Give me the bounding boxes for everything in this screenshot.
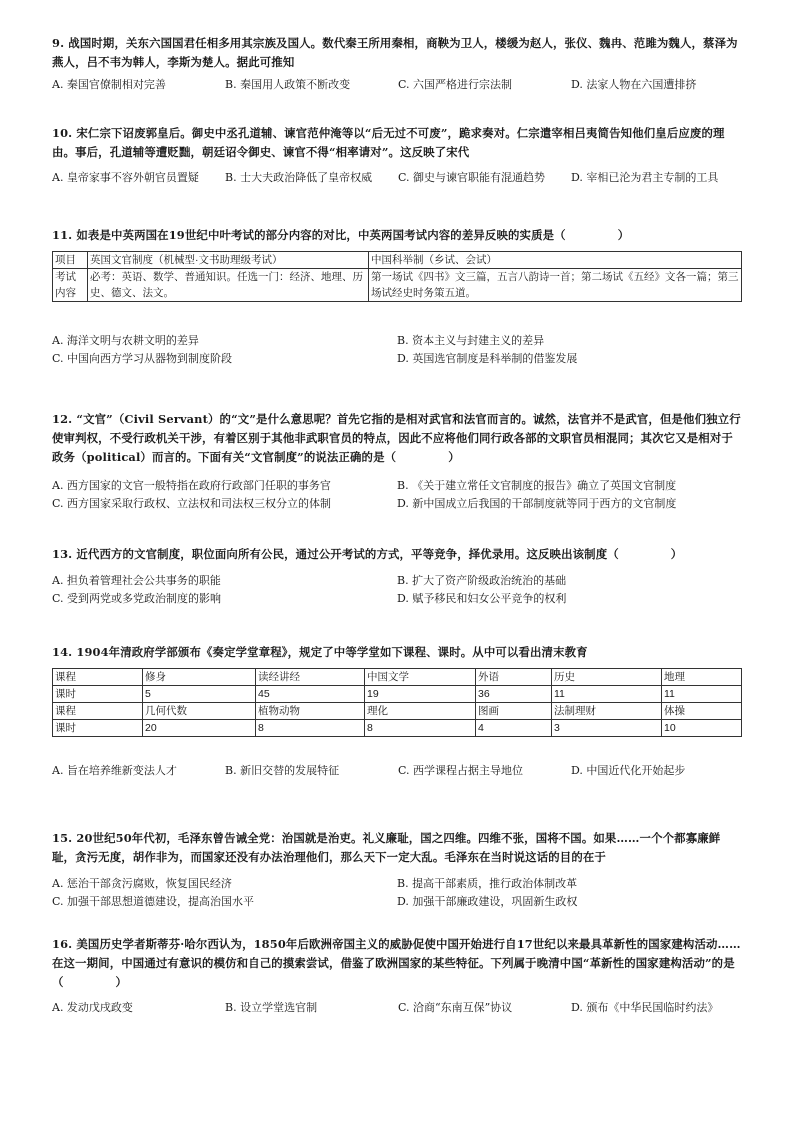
table-cell: 中国文学 bbox=[365, 669, 476, 686]
option-a[interactable]: A. 海洋文明与农耕文明的差异 bbox=[52, 334, 199, 347]
question-10 bbox=[52, 124, 742, 186]
option-a[interactable]: A. 秦国官僚制相对完善 bbox=[52, 78, 166, 91]
question-stem-text: 11. 如表是中英两国在19世纪中叶考试的部分内容的对比，中英两国考试内容的差异反映的实质是（ bbox=[52, 228, 566, 242]
question-stem: 9. 战国时期，关东六国国君任相多用其宗族及国人。数代秦王所用秦相，商鞅为卫人，楼缓为赵人，张仪、魏冉、范雎为魏人，蔡泽为燕人，吕不韦为韩人，李斯为楚人。据此可推知 bbox=[52, 36, 738, 69]
question-stem-text: 13. 近代西方的文官制度，职位面向所有公民，通过公开考试的方式，平等竞争，择优录用。这反映出该制度（ bbox=[52, 547, 619, 561]
table-cell: 课时 bbox=[53, 720, 143, 737]
table-cell: 8 bbox=[365, 720, 476, 737]
options-grid bbox=[52, 875, 742, 911]
table-cell: 第一场试《四书》文三篇，五言八韵诗一首；第二场试《五经》文各一篇；第三场试经史时务策五道。 bbox=[369, 269, 742, 302]
option-a[interactable]: A. 担负着管理社会公共事务的职能 bbox=[52, 574, 221, 587]
option-b[interactable]: B. 士大夫政治降低了皇帝权威 bbox=[225, 171, 373, 184]
table-cell: 法制理财 bbox=[552, 703, 662, 720]
question-16 bbox=[52, 935, 742, 1016]
table-cell: 4 bbox=[476, 720, 552, 737]
option-d[interactable]: D. 颁布《中华民国临时约法》 bbox=[571, 1001, 719, 1014]
table-row bbox=[53, 669, 742, 686]
table-cell: 图画 bbox=[476, 703, 552, 720]
table-cell: 课时 bbox=[53, 686, 143, 703]
question-14 bbox=[52, 643, 742, 779]
options-grid bbox=[52, 572, 742, 608]
table-cell: 课程 bbox=[53, 669, 143, 686]
option-c[interactable]: C. 御史与谏官职能有混通趋势 bbox=[398, 171, 546, 184]
option-c[interactable]: C. 受到两党或多党政治制度的影响 bbox=[52, 592, 222, 605]
option-c[interactable]: C. 加强干部思想道德建设，提高治国水平 bbox=[52, 895, 255, 908]
table-cell: 8 bbox=[256, 720, 365, 737]
question-15 bbox=[52, 829, 742, 911]
question-stem-text: 16. 美国历史学者斯蒂芬·哈尔西认为，1850年后欧洲帝国主义的威胁促使中国开始进行自17世纪以来最具革新性的国家建构活动……在这一期间，中国通过有意识的模仿和自己的摸索尝试，借鉴了欧洲国家的某些特征。下列属于晚清中国“革新性的国家建构活动”的是（ bbox=[52, 937, 741, 989]
table-cell: 外语 bbox=[476, 669, 552, 686]
table-cell: 36 bbox=[476, 686, 552, 703]
option-d[interactable]: D. 新中国成立后我国的干部制度就等同于西方的文官制度 bbox=[397, 497, 677, 510]
table-cell: 历史 bbox=[552, 669, 662, 686]
table-row bbox=[53, 720, 742, 737]
option-d[interactable]: D. 宰相已沦为君主专制的工具 bbox=[571, 171, 719, 184]
question-stem: 10. 宋仁宗下诏废郭皇后。御史中丞孔道辅、谏官范仲淹等以“后无过不可废”，跪求奏对。仁宗遣宰相吕夷简告知他们皇后应废的理由。事后，孔道辅等遭贬黜，朝廷诏令御史、谏官不得“相率请对”。这反映了宋代 bbox=[52, 126, 725, 159]
option-a[interactable]: A. 西方国家的文官一般特指在政府行政部门任职的事务官 bbox=[52, 479, 331, 492]
option-c[interactable]: C. 西方国家采取行政权、立法权和司法权三权分立的体制 bbox=[52, 497, 332, 510]
question-13 bbox=[52, 545, 742, 608]
table-row bbox=[53, 686, 742, 703]
options-row bbox=[52, 1000, 742, 1016]
option-a[interactable]: A. 旨在培养维新变法人才 bbox=[52, 764, 177, 777]
option-c[interactable]: C. 六国严格进行宗法制 bbox=[398, 78, 513, 91]
option-c[interactable]: C. 洽商“东南互保”协议 bbox=[398, 1001, 513, 1014]
comparison-table bbox=[52, 251, 742, 302]
question-stem: 14. 1904年清政府学部颁布《奏定学堂章程》，规定了中等学堂如下课程、课时。从中可以看出清末教育 bbox=[52, 645, 588, 659]
option-d[interactable]: D. 英国选官制度是科举制的借鉴发展 bbox=[397, 352, 578, 365]
table-cell: 11 bbox=[552, 686, 662, 703]
question-stem-end: ） bbox=[448, 450, 460, 464]
options-row bbox=[52, 763, 742, 779]
question-stem-end: ） bbox=[617, 228, 630, 242]
question-12 bbox=[52, 410, 742, 513]
table-cell: 5 bbox=[143, 686, 256, 703]
table-cell: 中国科举制（乡试、会试） bbox=[369, 252, 742, 269]
option-d[interactable]: D. 加强干部廉政建设，巩固新生政权 bbox=[397, 895, 578, 908]
curriculum-table bbox=[52, 668, 742, 737]
question-11 bbox=[52, 226, 742, 368]
options-row bbox=[52, 170, 742, 186]
table-cell: 20 bbox=[143, 720, 256, 737]
option-c[interactable]: C. 西学课程占据主导地位 bbox=[398, 764, 524, 777]
table-cell: 45 bbox=[256, 686, 365, 703]
question-stem bbox=[52, 935, 742, 992]
option-a[interactable]: A. 惩治干部贪污腐败，恢复国民经济 bbox=[52, 877, 232, 890]
table-cell: 课程 bbox=[53, 703, 143, 720]
table-cell: 修身 bbox=[143, 669, 256, 686]
question-stem bbox=[52, 410, 742, 467]
option-d[interactable]: D. 赋予移民和妇女公平竞争的权利 bbox=[397, 592, 567, 605]
table-cell: 考试内容 bbox=[53, 269, 88, 302]
table-cell: 11 bbox=[662, 686, 742, 703]
option-a[interactable]: A. 皇帝家事不容外朝官员置疑 bbox=[52, 171, 199, 184]
table-cell: 体操 bbox=[662, 703, 742, 720]
option-a[interactable]: A. 发动戊戌政变 bbox=[52, 1001, 133, 1014]
table-cell: 10 bbox=[662, 720, 742, 737]
options-grid bbox=[52, 332, 742, 368]
table-cell: 植物动物 bbox=[256, 703, 365, 720]
option-b[interactable]: B. 设立学堂选官制 bbox=[225, 1001, 318, 1014]
question-stem bbox=[52, 226, 742, 245]
options-grid bbox=[52, 477, 742, 513]
option-b[interactable]: B. 《关于建立常任文官制度的报告》确立了英国文官制度 bbox=[397, 479, 677, 492]
question-stem-end: ） bbox=[115, 975, 128, 989]
table-cell: 读经讲经 bbox=[256, 669, 365, 686]
table-row bbox=[53, 252, 742, 269]
table-row bbox=[53, 269, 742, 302]
options-row bbox=[52, 77, 742, 93]
option-d[interactable]: D. 中国近代化开始起步 bbox=[571, 764, 686, 777]
question-stem bbox=[52, 545, 742, 564]
option-c[interactable]: C. 中国向西方学习从器物到制度阶段 bbox=[52, 352, 233, 365]
table-cell: 3 bbox=[552, 720, 662, 737]
question-stem: 15. 20世纪50年代初，毛泽东曾告诫全党：治国就是治吏。礼义廉耻，国之四维。四维不张，国将不国。如果……一个个都寡廉鲜耻，贪污无度，胡作非为，而国家还没有办法治理他们，那么天下一定大乱。毛泽东在当时说这话的目的在于 bbox=[52, 831, 721, 864]
option-b[interactable]: B. 秦国用人政策不断改变 bbox=[225, 78, 351, 91]
table-cell: 必考：英语、数学、普通知识。任选一门：经济、地理、历史、德文、法文。 bbox=[88, 269, 369, 302]
question-stem-text: 12. “文官”（Civil Servant）的“文”是什么意思呢？首先它指的是相对武官和法官而言的。诚然，法官并不是武官，但是他们独立行使审判权，不受行政机关干涉，有着区别于其他非武职官员的特点，因此不应将他们同行政各部的文职官员相混同；其次它又是相对于政务（political）而言的。下面有关“文官制度”的说法正确的是（ bbox=[52, 412, 741, 464]
table-row bbox=[53, 703, 742, 720]
table-cell: 项目 bbox=[53, 252, 88, 269]
option-d[interactable]: D. 法家人物在六国遭排挤 bbox=[571, 78, 697, 91]
option-b[interactable]: B. 资本主义与封建主义的差异 bbox=[397, 334, 545, 347]
table-cell: 英国文官制度（机械型·文书助理级考试） bbox=[88, 252, 369, 269]
table-cell: 19 bbox=[365, 686, 476, 703]
question-stem-end: ） bbox=[670, 547, 683, 561]
table-cell: 地理 bbox=[662, 669, 742, 686]
question-9 bbox=[52, 34, 742, 93]
option-b[interactable]: B. 提高干部素质，推行政治体制改革 bbox=[397, 877, 578, 890]
option-b[interactable]: B. 新旧交替的发展特征 bbox=[225, 764, 340, 777]
table-cell: 几何代数 bbox=[143, 703, 256, 720]
option-b[interactable]: B. 扩大了资产阶级政治统治的基础 bbox=[397, 574, 567, 587]
table-cell: 理化 bbox=[365, 703, 476, 720]
